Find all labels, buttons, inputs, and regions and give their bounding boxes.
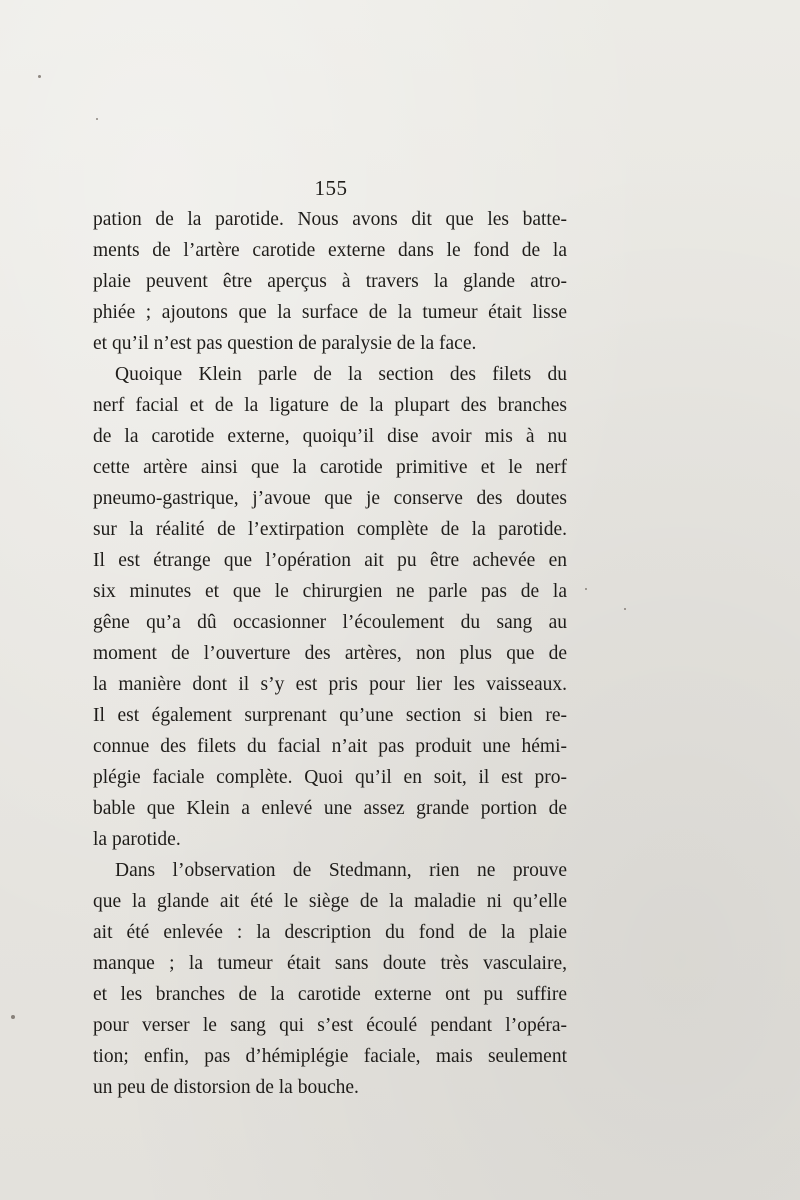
text-line: la manière dont il s’y est pris pour lier les vaisseaux.	[93, 674, 567, 695]
text-line: de la carotide externe, quoiqu’il dise avoir mis à nu	[93, 426, 567, 447]
text-line: ments de l’artère carotide externe dans le fond de la	[93, 240, 567, 261]
text-line: six minutes et que le chirurgien ne parle pas de la	[93, 581, 567, 602]
text-line: la parotide.	[93, 829, 181, 850]
text-line: gêne qu’a dû occasionner l’écoulement du sang au	[93, 612, 567, 633]
text-line: et qu’il n’est pas question de paralysie de la face.	[93, 333, 477, 354]
body-text	[93, 204, 567, 1103]
text-line: et les branches de la carotide externe ont pu suffire	[93, 984, 567, 1005]
text-line: sur la réalité de l’extirpation complète de la parotide.	[93, 519, 567, 540]
text-line: nerf facial et de la ligature de la plupart des branches	[93, 395, 567, 416]
text-line: plégie faciale complète. Quoi qu’il en soit, il est pro-	[93, 767, 567, 788]
text-line: phiée ; ajoutons que la surface de la tumeur était lisse	[93, 302, 567, 323]
text-line: Dans l’observation de Stedmann, rien ne prouve	[115, 860, 567, 881]
text-line: Il est également surprenant qu’une section si bien re-	[93, 705, 567, 726]
text-line: moment de l’ouverture des artères, non plus que de	[93, 643, 567, 664]
text-line: connue des filets du facial n’ait pas produit une hémi-	[93, 736, 567, 757]
paper-speck	[624, 608, 626, 610]
text-line: bable que Klein a enlevé une assez grande portion de	[93, 798, 567, 819]
text-line: pneumo-gastrique, j’avoue que je conserve des doutes	[93, 488, 567, 509]
text-line: pation de la parotide. Nous avons dit que les batte-	[93, 209, 567, 230]
text-line: plaie peuvent être aperçus à travers la glande atro-	[93, 271, 567, 292]
paper-speck	[585, 588, 587, 590]
page-number: 155	[314, 176, 348, 200]
text-line: pour verser le sang qui s’est écoulé pendant l’opéra-	[93, 1015, 567, 1036]
text-line: ait été enlevée : la description du fond de la plaie	[93, 922, 567, 943]
text-line: cette artère ainsi que la carotide primitive et le nerf	[93, 457, 567, 478]
text-line: tion; enfin, pas d’hémiplégie faciale, mais seulement	[93, 1046, 567, 1067]
paper-speck	[96, 118, 98, 120]
text-line: Il est étrange que l’opération ait pu être achevée en	[93, 550, 567, 571]
text-line: Quoique Klein parle de la section des filets du	[115, 364, 567, 385]
text-line: manque ; la tumeur était sans doute très vasculaire,	[93, 953, 567, 974]
text-line: un peu de distorsion de la bouche.	[93, 1077, 359, 1098]
text-line: que la glande ait été le siège de la maladie ni qu’elle	[93, 891, 567, 912]
paper-speck	[11, 1015, 15, 1019]
paper-speck	[38, 75, 41, 78]
